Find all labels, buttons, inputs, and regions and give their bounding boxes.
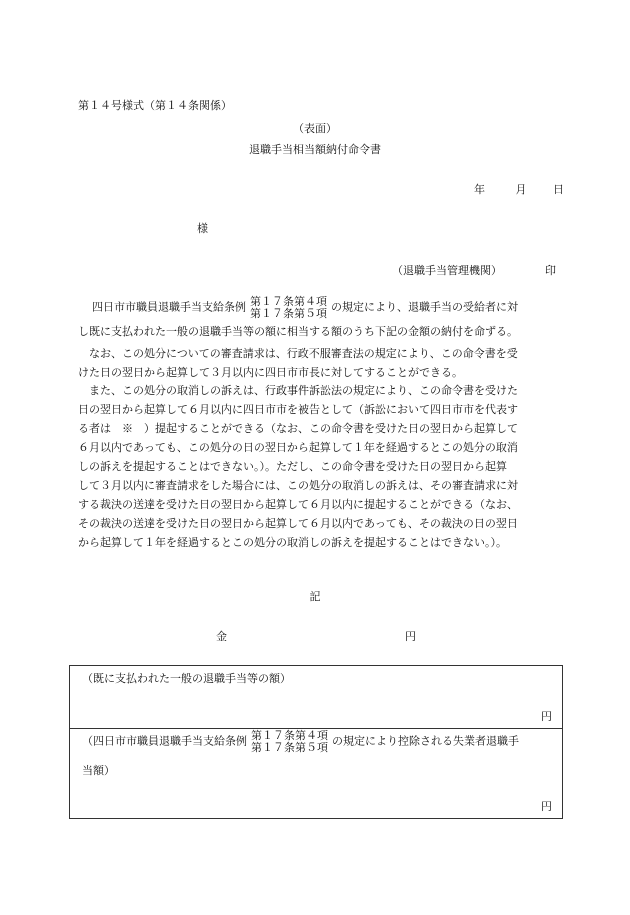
text-line: ６月以内であっても、この処分の日の翌日から起算して１年を経過するとこの処分の取消 <box>78 441 518 454</box>
article-b: 第１７条第５項 <box>251 740 328 754</box>
article-a: 第１７条第４項 <box>251 729 328 742</box>
paragraph-1-second-line <box>78 322 566 341</box>
paragraph-1-suffix: の規定により、退職手当の受給者に対 <box>331 300 518 314</box>
article-b: 第１７条第５項 <box>250 306 327 320</box>
text-line: けた日の翌日から起算して３月以内に四日市市長に対してすることができる。 <box>78 366 463 379</box>
text-line: から起算して１年を経過するとこの処分の取消しの訴えを提起することはできない。）。 <box>78 536 507 549</box>
text-line: なお、この処分についての審査請求は、行政不服審査法の規定により、この命令書を受 <box>78 347 518 360</box>
addressee: 様 <box>197 222 208 235</box>
amount-label: 金 <box>216 630 227 643</box>
document-title: 退職手当相当額納付命令書 <box>249 143 381 156</box>
amount-unit: 円 <box>405 630 416 643</box>
date-month: 月 <box>515 183 527 196</box>
paragraph-2 <box>78 344 566 382</box>
side-label: （表面） <box>293 122 337 135</box>
paragraph-3 <box>78 381 566 552</box>
deduction-prefix: （四日市市職員退職手当支給条例 <box>82 734 247 748</box>
paid-amount-label: （既に支払われた一般の退職手当等の額） <box>82 672 291 685</box>
paid-amount-box <box>69 665 563 729</box>
text-line: その裁決の送達を受けた日の翌日から起算して６月以内であっても、その裁決の日の翌日 <box>78 517 518 530</box>
paid-amount-unit: 円 <box>541 710 552 724</box>
text-line: また、この処分の取消しの訴えは、行政事件訴訟法の規定により、この命令書を受けた <box>78 384 518 397</box>
date-line <box>474 183 564 198</box>
article-a: 第１７条第４項 <box>250 295 327 308</box>
text-line: しの訴えを提起することはできない。）。ただし、この命令書を受けた日の翌日から起算 <box>78 460 507 473</box>
text-line: する裁決の送達を受けた日の翌日から起算して６月以内に提起することができる（なお、 <box>78 498 518 511</box>
ordinance-name: 四日市市職員退職手当支給条例 <box>92 300 246 314</box>
text-line: 日の翌日から起算して６月以内に四日市市を被告として（訴訟において四日市市を代表す <box>78 403 518 416</box>
deduction-label-line2: 当額） <box>82 764 115 777</box>
deduction-box <box>69 728 563 819</box>
text-line: し既に支払われた一般の退職手当等の額に相当する額のうち下記の金額の納付を命ずる。 <box>78 325 518 338</box>
date-year: 年 <box>474 183 485 196</box>
deduction-label <box>82 730 519 753</box>
paragraph-1-first-line <box>92 296 518 319</box>
deduction-unit: 円 <box>541 800 552 814</box>
seal-mark: 印 <box>545 264 556 277</box>
issuer: （退職手当管理機関） <box>392 264 502 277</box>
text-line: る者は ※ ）提起することができる（なお、この命令書を受けた日の翌日から起算して <box>78 422 518 435</box>
article-stack <box>251 730 328 753</box>
ki-heading: 記 <box>309 590 321 603</box>
deduction-suffix: の規定により控除される失業者退職手 <box>332 734 519 748</box>
date-day: 日 <box>553 183 564 196</box>
article-stack <box>250 296 327 319</box>
text-line: して３月以内に審査請求をした場合には、この処分の取消しの訴えは、その審査請求に対 <box>78 479 518 492</box>
form-number: 第１４号様式（第１４条関係） <box>78 99 232 112</box>
